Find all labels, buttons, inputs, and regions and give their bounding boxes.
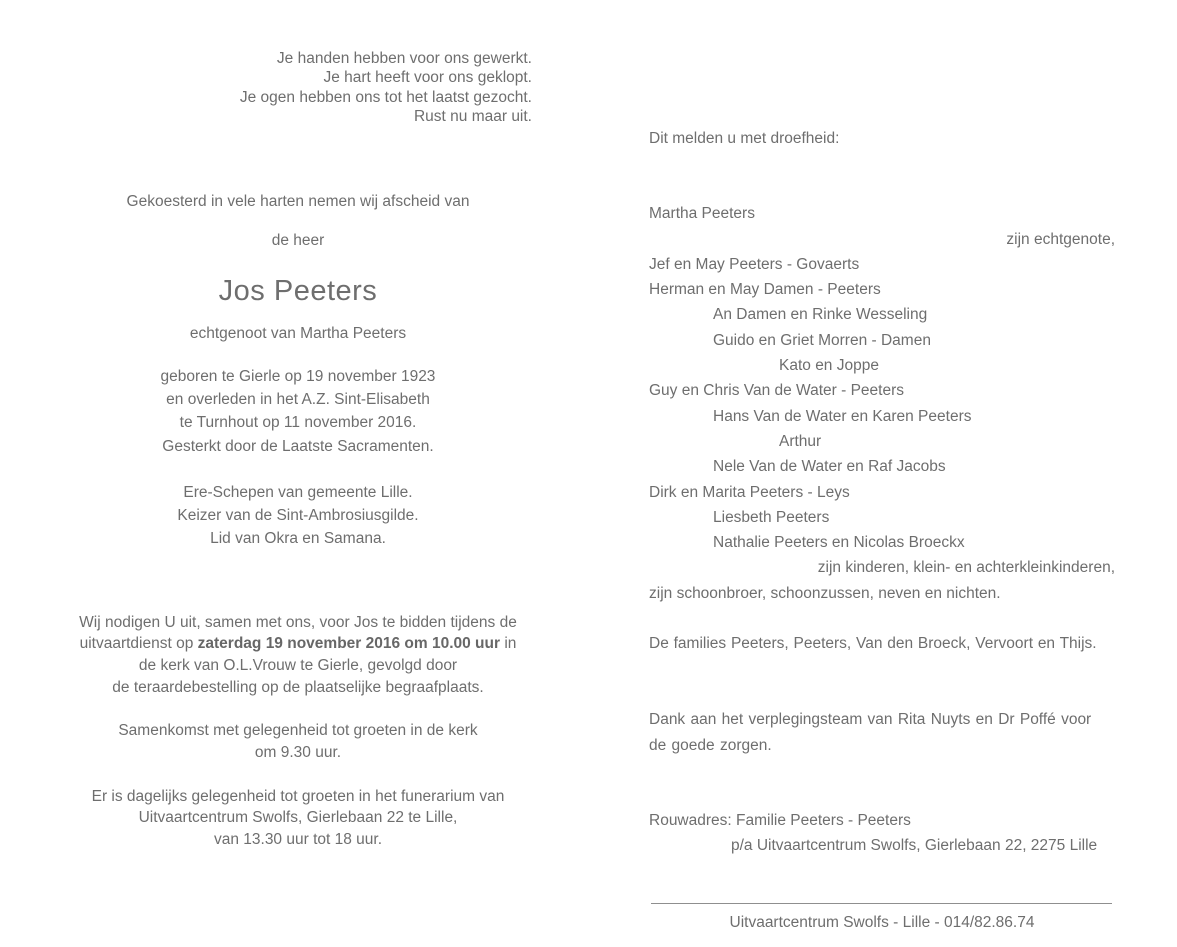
invitation-line-4: de teraardebestelling op de plaatselijke begraafplaats. [112,678,484,696]
widow-name: Martha Peeters [649,205,755,223]
family-member: Liesbeth Peeters [713,508,830,526]
thanks-block [649,707,1115,758]
honor-line-3: Lid van Okra en Samana. [210,530,386,548]
honor-line-1: Ere-Schepen van gemeente Lille. [183,483,413,501]
honorific: de heer [271,231,325,249]
children-role: zijn kinderen, klein- en achterkleinkinderen, [817,559,1115,577]
death-date-line: te Turnhout op 11 november 2016. [179,414,417,432]
death-place-line: en overleden in het A.Z. Sint-Elisabeth [166,390,430,408]
mourning-address-line-1: Rouwadres: Familie Peeters - Peeters [649,811,911,829]
invitation-line-2-post: in [500,635,517,653]
thanks-line-2: de goede zorgen. [649,736,772,754]
gathering-line-2: om 9.30 uur. [254,743,342,761]
poem-line-2: Je hart heeft voor ons geklopt. [323,69,532,87]
family-list [649,252,1115,556]
family-member: Dirk en Marita Peeters - Leys [649,483,850,501]
thanks-line-1: Dank aan het verplegingsteam van Rita Nuyts en Dr Poffé voor [649,711,1092,729]
family-member: Guy en Chris Van de Water - Peeters [649,382,904,400]
funeral-datetime: zaterdag 19 november 2016 om 10.00 uur [197,635,501,653]
farewell-intro: Gekoesterd in vele harten nemen wij afscheid van [126,192,470,210]
family-member: Herman en May Damen - Peeters [649,281,881,299]
footer-divider [651,903,1112,904]
memorial-poem [64,49,532,127]
right-column [649,126,1115,935]
invitation-line-3: de kerk van O.L.Vrouw te Gierle, gevolgd door [138,657,458,675]
relatives-line: zijn schoonbroer, schoonzussen, neven en nichten. [649,584,1001,602]
visitation-line-3: van 13.30 uur tot 18 uur. [213,830,383,848]
funeral-invitation [64,612,532,699]
birth-line: geboren te Gierle op 19 november 1923 [160,367,436,385]
birth-death-block [64,365,532,458]
gathering-line-1: Samenkomst met gelegenheid tot groeten in de kerk [118,721,478,739]
gathering-block [64,720,532,764]
visitation-line-2: Uitvaartcentrum Swolfs, Gierlebaan 22 te Lille, [138,809,458,827]
honors-block [64,481,532,551]
deceased-name: Jos Peeters [218,274,378,307]
left-column [64,49,532,850]
poem-line-3: Je ogen hebben ons tot het laatst gezocht. [239,88,532,106]
visitation-line-1: Er is dagelijks gelegenheid tot groeten in het funerarium van [91,787,505,805]
mourning-address-block [649,808,1115,859]
family-member: Kato en Joppe [779,357,879,375]
family-member: Jef en May Peeters - Govaerts [649,255,860,273]
announcement-line: Dit melden u met droefheid: [649,130,840,147]
family-member: An Damen en Rinke Wesseling [713,306,928,324]
funeral-home-footer: Uitvaartcentrum Swolfs - Lille - 014/82.86.74 [729,913,1035,931]
poem-line-1: Je handen hebben voor ons gewerkt. [276,50,532,67]
honor-line-2: Keizer van de Sint-Ambrosiusgilde. [177,507,419,525]
invitation-line-2 [64,633,532,655]
sacraments-line: Gesterkt door de Laatste Sacramenten. [162,437,434,455]
family-member: Hans Van de Water en Karen Peeters [713,407,972,425]
family-member: Guido en Griet Morren - Damen [713,331,931,349]
visitation-block [64,786,532,851]
family-member: Nathalie Peeters en Nicolas Broeckx [713,534,965,552]
families-line: De families Peeters, Peeters, Van den Broeck, Vervoort en Thijs. [649,635,1097,653]
family-member: Nele Van de Water en Raf Jacobs [713,458,946,476]
poem-line-4: Rust nu maar uit. [413,108,532,126]
invitation-line-2-pre: uitvaartdienst op [79,635,198,653]
spouse-line: echtgenoot van Martha Peeters [189,324,407,342]
mourning-address-line-2: p/a Uitvaartcentrum Swolfs, Gierlebaan 22, 2275 Lille [731,837,1098,855]
family-member: Arthur [779,432,822,450]
widow-role: zijn echtgenote, [1006,230,1115,248]
invitation-line-1: Wij nodigen U uit, samen met ons, voor Jos te bidden tijdens de [79,613,517,631]
